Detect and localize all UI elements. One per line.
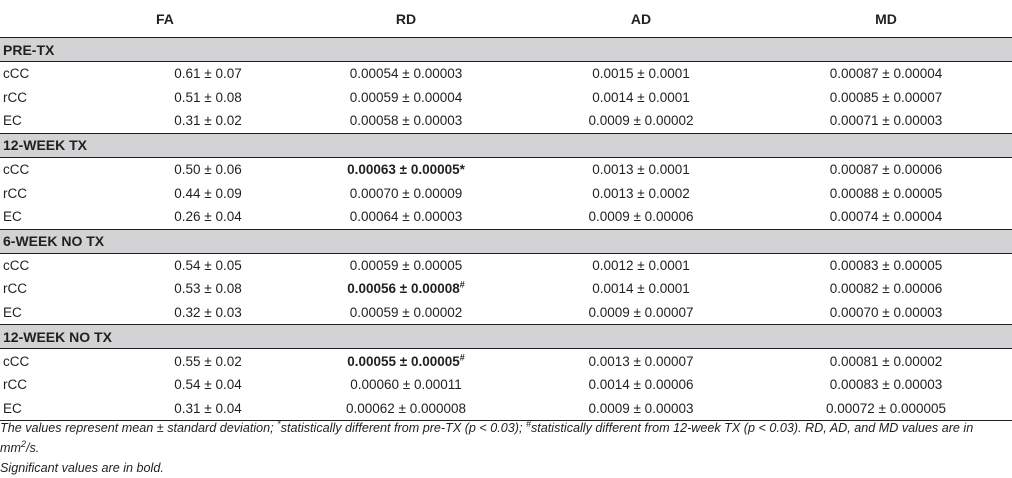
table-footnote [0, 418, 1012, 478]
cell-value: 0.26 ± 0.04 [174, 209, 242, 225]
cell-fa [126, 181, 290, 205]
cell-ad [522, 301, 760, 325]
table-row [0, 181, 1012, 205]
row-label: rCC [3, 185, 27, 201]
table-row [0, 86, 1012, 110]
cell-value: 0.00082 ± 0.00006 [829, 281, 943, 297]
cell-md [760, 277, 1012, 301]
cell-value: 0.00056 ± 0.00008 [347, 281, 460, 297]
header-blank [0, 0, 126, 38]
row-label: EC [3, 113, 22, 129]
row-label: EC [3, 209, 22, 225]
cell-value: 0.00063 ± 0.00005 [347, 162, 460, 178]
cell-value: 0.53 ± 0.08 [174, 281, 242, 297]
section-row [0, 229, 1012, 253]
cell-fa [126, 373, 290, 397]
cell-rd [290, 181, 522, 205]
table-row [0, 349, 1012, 373]
cell-value: 0.00064 ± 0.00003 [349, 209, 463, 225]
header-ad: AD [522, 0, 760, 38]
table-row [0, 205, 1012, 229]
cell-value: 0.0009 ± 0.00007 [588, 305, 694, 321]
cell-ad [522, 181, 760, 205]
cell-value: 0.00083 ± 0.00005 [829, 257, 943, 273]
cell-value: 0.00070 ± 0.00003 [829, 305, 943, 321]
cell-ad [522, 109, 760, 133]
cell-value: 0.32 ± 0.03 [174, 305, 242, 321]
section-row [0, 133, 1012, 157]
cell-fa [126, 205, 290, 229]
row-label: rCC [3, 89, 27, 105]
cell-ad [522, 373, 760, 397]
cell-rd [290, 253, 522, 277]
cell-md [760, 205, 1012, 229]
cell-value: 0.00087 ± 0.00006 [829, 162, 943, 178]
header-fa: FA [126, 0, 290, 38]
footnote-exponent: 2 [20, 438, 26, 449]
cell-fa [126, 253, 290, 277]
footnote-text-4: /s. [26, 441, 40, 455]
cell-ad [522, 157, 760, 181]
table-body [0, 38, 1012, 421]
header-row [0, 0, 1012, 38]
cell-rd [290, 397, 522, 421]
cell-value: 0.0009 ± 0.00006 [588, 209, 694, 225]
cell-value: 0.0012 ± 0.0001 [592, 257, 690, 273]
cell-rd [290, 157, 522, 181]
cell-value: 0.00072 ± 0.000005 [825, 400, 947, 416]
cell-ad [522, 86, 760, 110]
significance-mark: # [459, 279, 465, 290]
cell-rd [290, 62, 522, 86]
table-row [0, 397, 1012, 421]
cell-ad [522, 62, 760, 86]
cell-fa [126, 349, 290, 373]
cell-value: 0.0013 ± 0.00007 [588, 353, 694, 369]
section-row [0, 325, 1012, 349]
section-title: 12-WEEK TX [0, 133, 1012, 157]
cell-value: 0.00081 ± 0.00002 [829, 353, 943, 369]
header-rd: RD [290, 0, 522, 38]
cell-value: 0.55 ± 0.02 [174, 353, 242, 369]
cell-fa [126, 397, 290, 421]
row-label: cCC [3, 162, 30, 178]
cell-rd [290, 86, 522, 110]
row-label: cCC [3, 353, 30, 369]
section-title: PRE-TX [0, 38, 1012, 62]
row-label: rCC [3, 377, 27, 393]
cell-fa [126, 277, 290, 301]
cell-value: 0.0014 ± 0.00006 [588, 377, 694, 393]
header-md: MD [760, 0, 1012, 38]
cell-value: 0.61 ± 0.07 [174, 66, 242, 82]
cell-rd [290, 109, 522, 133]
cell-md [760, 301, 1012, 325]
cell-fa [126, 301, 290, 325]
footnote-line-2: Significant values are in bold. [0, 461, 164, 475]
table-row [0, 157, 1012, 181]
cell-value: 0.54 ± 0.04 [174, 377, 242, 393]
section-title: 12-WEEK NO TX [0, 325, 1012, 349]
cell-ad [522, 253, 760, 277]
section-row [0, 38, 1012, 62]
cell-value: 0.00070 ± 0.00009 [349, 185, 463, 201]
cell-md [760, 397, 1012, 421]
cell-md [760, 253, 1012, 277]
cell-value: 0.00087 ± 0.00004 [829, 66, 943, 82]
cell-value: 0.0009 ± 0.00002 [588, 113, 694, 129]
table-row [0, 277, 1012, 301]
cell-md [760, 349, 1012, 373]
section-title: 6-WEEK NO TX [0, 229, 1012, 253]
cell-md [760, 109, 1012, 133]
row-label: EC [0, 397, 126, 421]
cell-value: 0.00062 ± 0.000008 [345, 400, 467, 416]
cell-value: 0.31 ± 0.02 [174, 113, 242, 129]
cell-value: 0.0013 ± 0.0002 [592, 185, 690, 201]
cell-ad [522, 277, 760, 301]
cell-value: 0.0013 ± 0.0001 [592, 162, 690, 178]
cell-value: 0.00054 ± 0.00003 [349, 66, 463, 82]
cell-value: 0.50 ± 0.06 [174, 162, 242, 178]
table-row [0, 253, 1012, 277]
footnote-star-mark: * [277, 418, 281, 429]
cell-value: 0.00074 ± 0.00004 [829, 209, 943, 225]
cell-value: 0.0015 ± 0.0001 [592, 66, 690, 82]
cell-value: 0.0009 ± 0.00003 [588, 400, 694, 416]
cell-value: 0.00083 ± 0.00003 [829, 377, 943, 393]
row-label: cCC [3, 66, 30, 82]
row-label: cCC [3, 257, 30, 273]
cell-value: 0.00088 ± 0.00005 [829, 185, 943, 201]
footnote-text-2: statistically different from pre-TX (p < 0.03); [280, 421, 526, 435]
cell-rd [290, 301, 522, 325]
table-row [0, 109, 1012, 133]
cell-value: 0.00059 ± 0.00002 [349, 305, 463, 321]
cell-md [760, 86, 1012, 110]
cell-value: 0.00059 ± 0.00004 [349, 89, 463, 105]
cell-fa [126, 109, 290, 133]
significance-mark: # [459, 352, 465, 363]
row-label: rCC [3, 281, 27, 297]
cell-value: 0.00060 ± 0.00011 [350, 377, 462, 393]
cell-value: 0.51 ± 0.08 [174, 89, 242, 105]
significance-mark: * [459, 162, 465, 178]
cell-value: 0.00085 ± 0.00007 [829, 89, 943, 105]
table-row [0, 301, 1012, 325]
footnote-hash-mark: # [525, 418, 531, 429]
cell-ad [522, 397, 760, 421]
cell-rd [290, 277, 522, 301]
cell-value: 0.0014 ± 0.0001 [592, 281, 690, 297]
cell-value: 0.0014 ± 0.0001 [592, 89, 690, 105]
cell-value: 0.00059 ± 0.00005 [349, 257, 463, 273]
cell-fa [126, 86, 290, 110]
cell-value: 0.31 ± 0.04 [174, 400, 242, 416]
cell-value: 0.44 ± 0.09 [174, 185, 242, 201]
cell-rd [290, 349, 522, 373]
cell-ad [522, 205, 760, 229]
cell-value: 0.00071 ± 0.00003 [829, 113, 943, 129]
cell-value: 0.00058 ± 0.00003 [349, 113, 463, 129]
footnote-text-3: statistically different from 12-week TX (p < 0.03). RD, AD, and MD values are in mm [0, 421, 977, 455]
table-row [0, 62, 1012, 86]
cell-value: 0.54 ± 0.05 [174, 257, 242, 273]
cell-md [760, 181, 1012, 205]
cell-ad [522, 349, 760, 373]
cell-fa [126, 62, 290, 86]
cell-md [760, 157, 1012, 181]
row-label: EC [3, 305, 22, 321]
cell-rd [290, 373, 522, 397]
cell-md [760, 373, 1012, 397]
table-row [0, 373, 1012, 397]
cell-md [760, 62, 1012, 86]
footnote-text-1: The values represent mean ± standard deviation; [0, 421, 278, 435]
cell-rd [290, 205, 522, 229]
cell-value: 0.00055 ± 0.00005 [347, 353, 460, 369]
cell-fa [126, 157, 290, 181]
